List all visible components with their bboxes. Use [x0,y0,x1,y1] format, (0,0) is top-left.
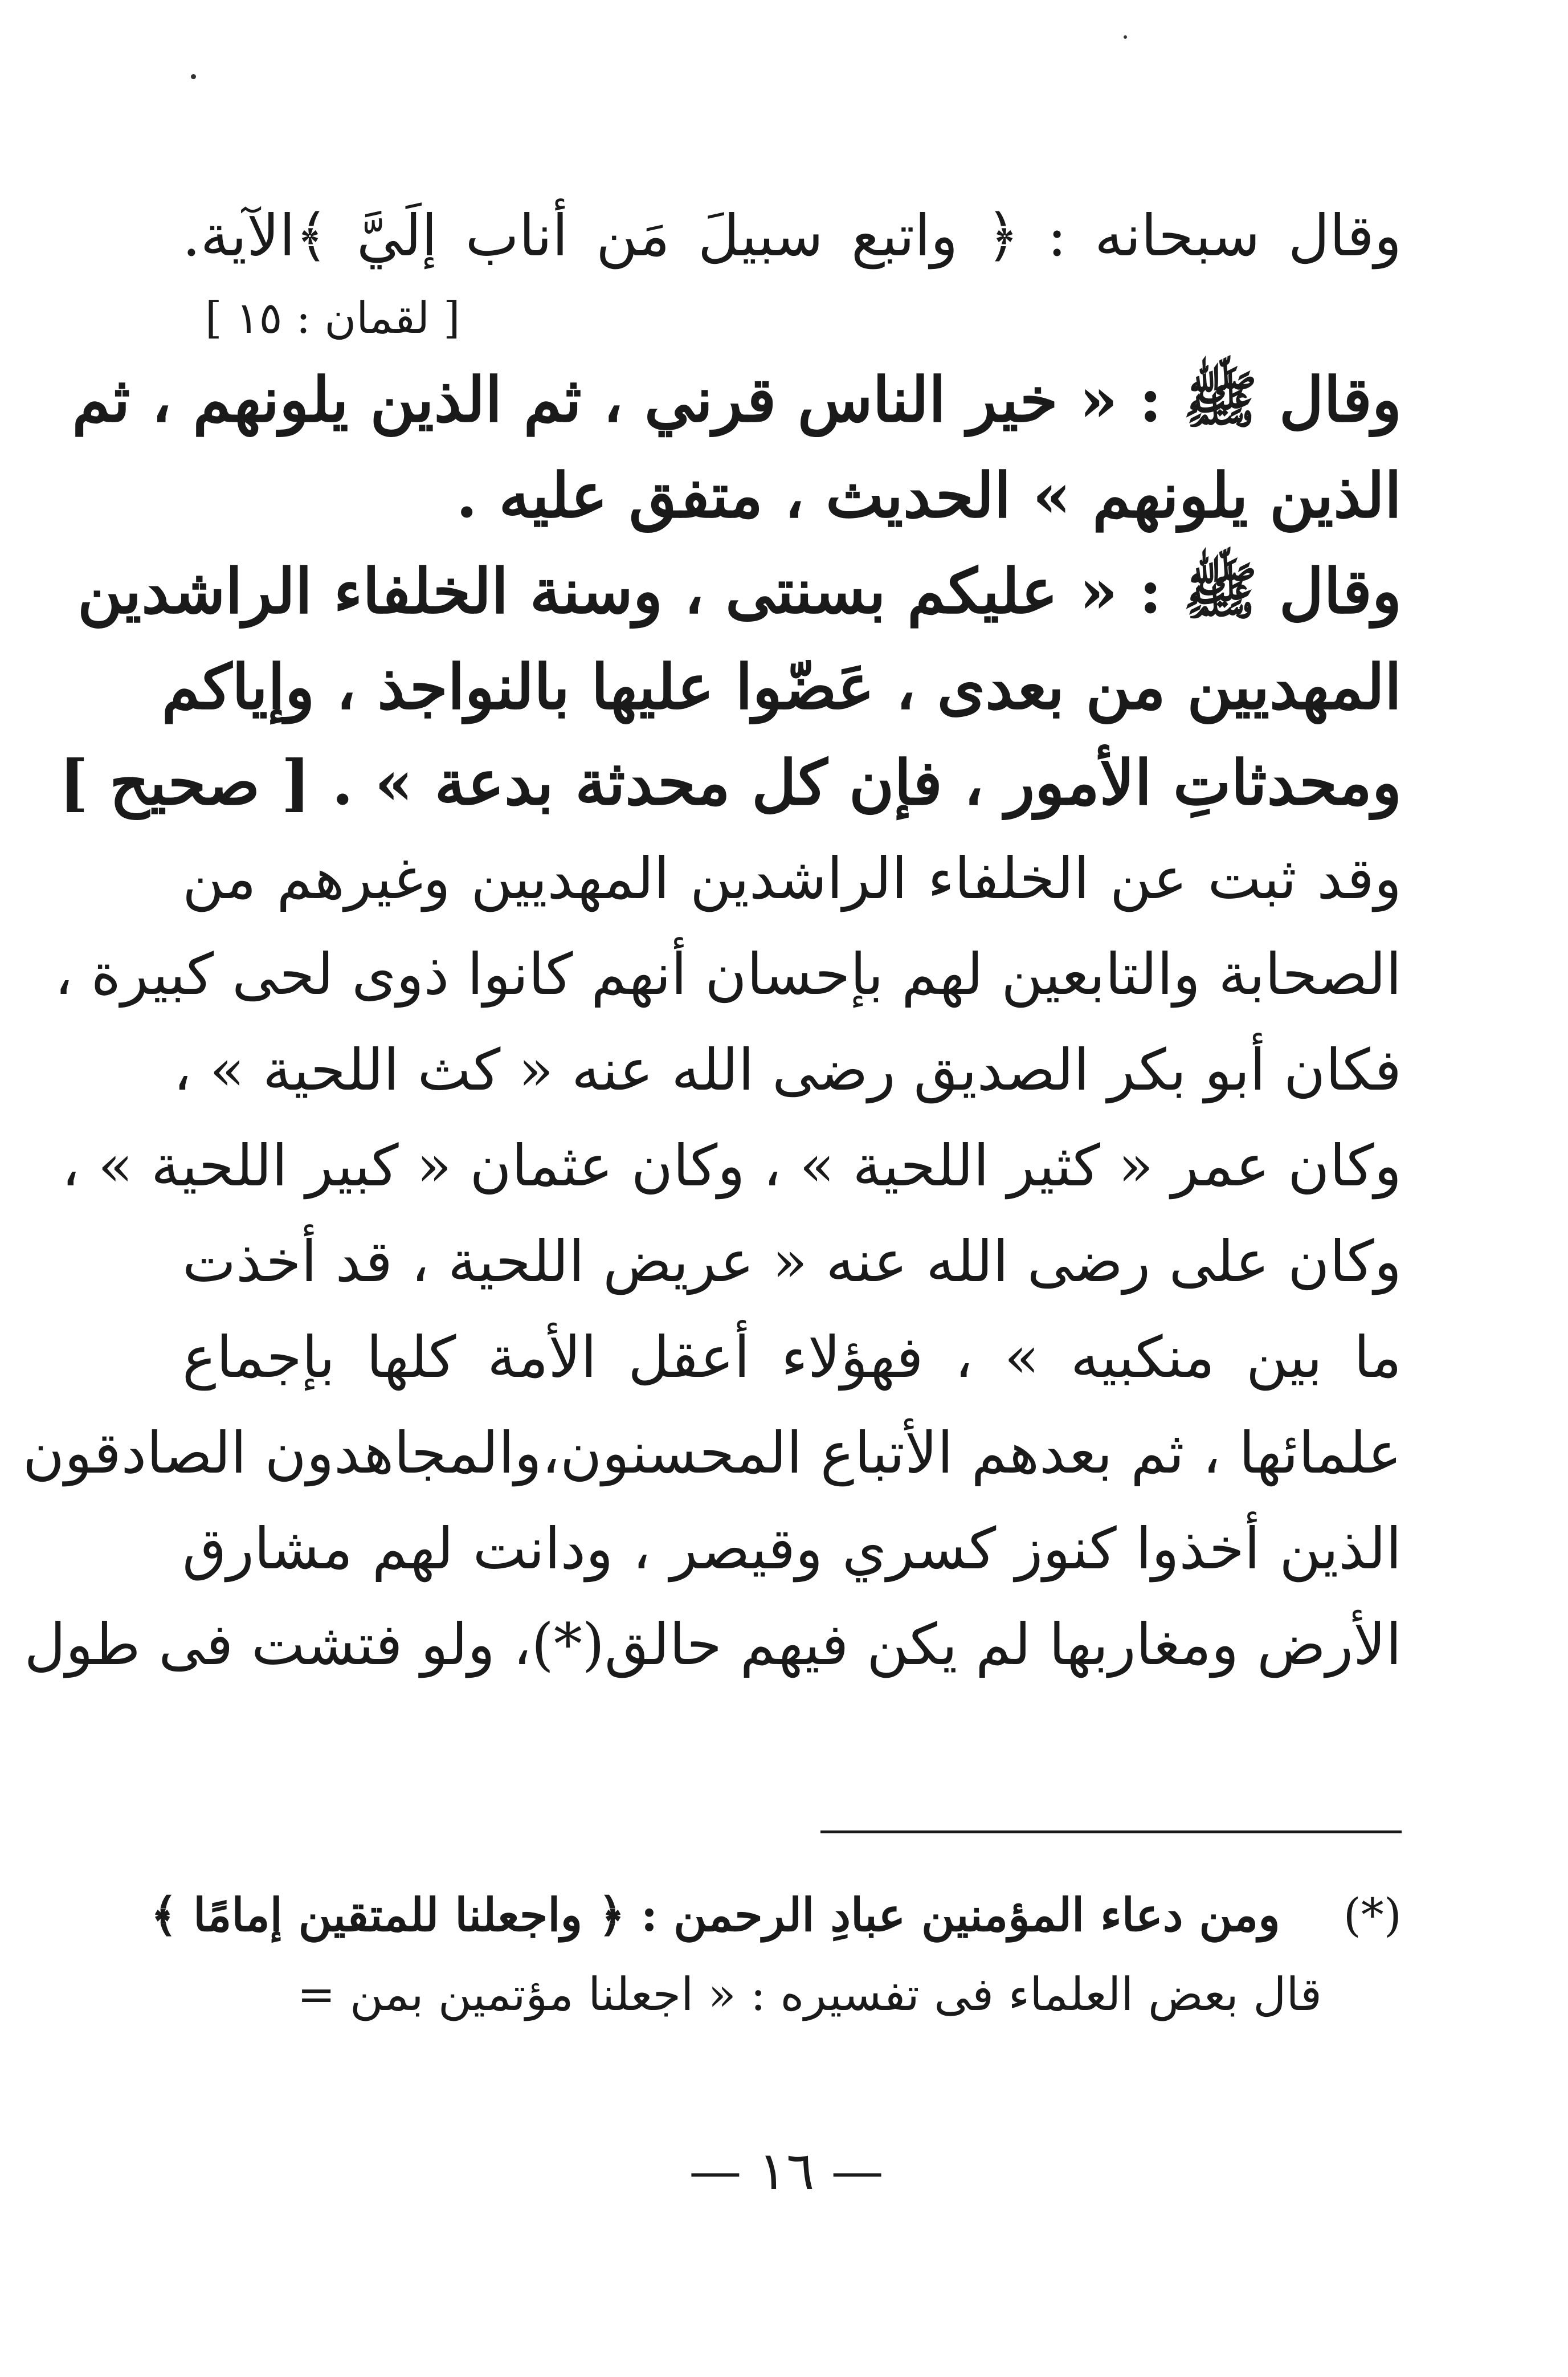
footnote-separator [820,1830,1402,1833]
text-line: الذين يلونهم » الحديث ، متفق عليه . [456,460,1402,532]
text-line: وكان عمر « كثير اللحية » ، وكان عثمان « كبير اللحية » ، [61,1132,1402,1199]
scan-speck [1124,35,1127,39]
main-text [22,188,1402,1693]
footnote-line [182,1955,1402,2034]
text-line: وقال سبحانه : ﴿ واتبع سبيلَ مَن أناب إلَيَّ ﴾الآية. [182,202,1402,269]
text-line: الأرض ومغاربها لم يكن فيهم حالق(*)، ولو فتشت فى طول [24,1611,1402,1678]
text-line: وقد ثبت عن الخلفاء الراشدين المهديين وغيرهم من [182,845,1402,912]
footnote-marker: (*) [1343,1889,1402,1942]
text-line: فكان أبو بكر الصديق رضى الله عنه « كث اللحية » ، [173,1037,1402,1103]
text-line: الذين أخذوا كنوز كسري وقيصر ، ودانت لهم مشارق [182,1515,1402,1582]
footnote-line [150,1875,1402,1955]
scan-speck [191,74,196,79]
text-line: المهديين من بعدى ، عَضّوا عليها بالنواجذ ، وإياكم [161,651,1402,723]
footnotes [150,1875,1402,2034]
text-line: وقال ﷺ : « خير الناس قرني ، ثم الذين يلونهم ، ثم [72,364,1402,436]
text-line: الصحابة والتابعين لهم بإحسان أنهم كانوا ذوى لحى كبيرة ، [54,941,1402,1008]
text-line: ما بين منكبيه » ، فهؤلاء أعقل الأمة كلها بإجماع [182,1324,1402,1391]
footnote-text: ومن دعاء المؤمنين عبادِ الرحمن : ﴿ واجعلنا للمتقين إمامًا ﴾ [150,1888,1280,1942]
quran-reference: [ لقمان : ١٥ ] [205,292,460,343]
page-number: — ١٦ — [689,2140,884,2201]
text-line: وكان على رضى الله عنه « عريض اللحية ، قد أخذت [182,1228,1402,1295]
text-line: ومحدثاتِ الأمور ، فإن كل محدثة بدعة » . [ صحيح ] [59,747,1402,819]
footnote-text: قال بعض العلماء فى تفسيره : « اجعلنا مؤتمين بمن = [297,1968,1322,2021]
text-line: علمائها ، ثم بعدهم الأتباع المحسنون،والمجاهدون الصادقون [22,1420,1402,1486]
text-line: وقال ﷺ : « عليكم بسنتى ، وسنة الخلفاء الراشدين [77,556,1402,627]
